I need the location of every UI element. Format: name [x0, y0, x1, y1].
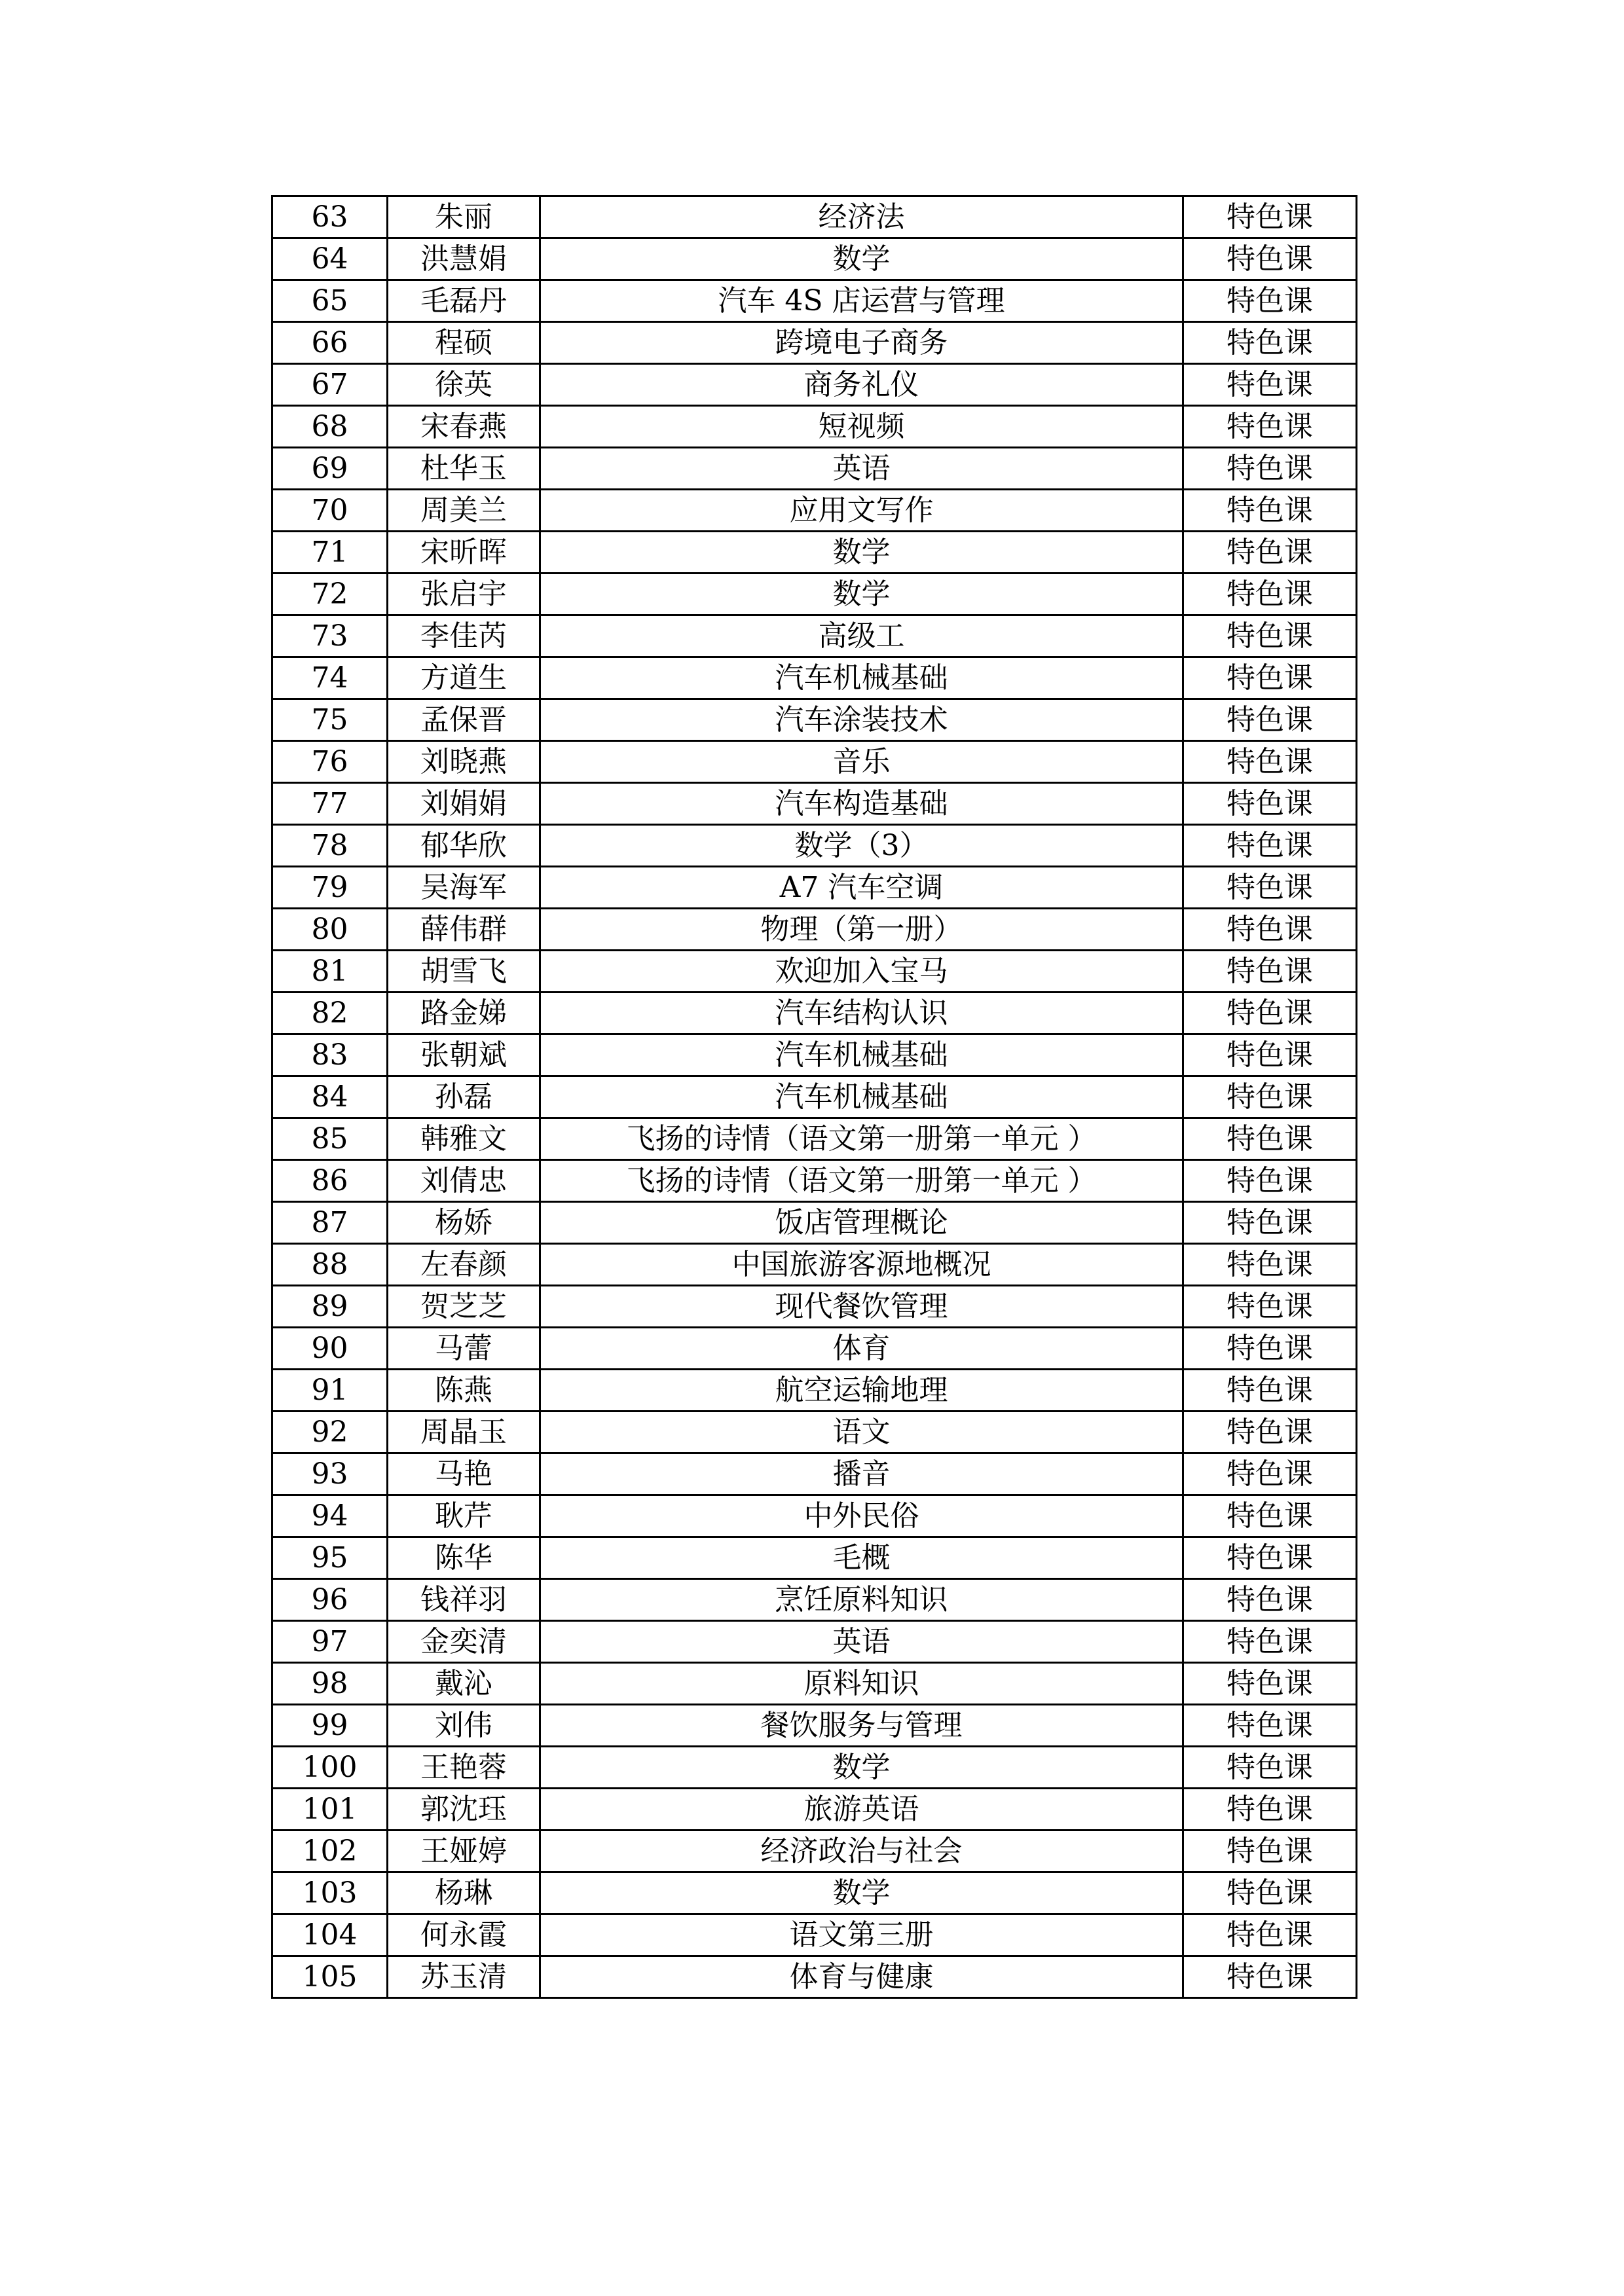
row-number-cell: 99: [272, 1705, 388, 1747]
table-row: [272, 532, 1357, 574]
table-row: [272, 1956, 1357, 1998]
table-row: [272, 1914, 1357, 1956]
teacher-name-cell: 薛伟群: [388, 909, 540, 951]
teacher-name-cell: 左春颜: [388, 1244, 540, 1286]
teacher-name-cell: 程硕: [388, 322, 540, 364]
table-row: [272, 615, 1357, 657]
table-row: [272, 448, 1357, 490]
course-type-cell: 特色课: [1183, 532, 1357, 574]
teacher-name-cell: 戴沁: [388, 1663, 540, 1705]
row-number-cell: 84: [272, 1076, 388, 1118]
row-number-cell: 65: [272, 280, 388, 322]
course-name-cell: 现代餐饮管理: [540, 1286, 1183, 1328]
table-row: [272, 1160, 1357, 1202]
row-number-cell: 79: [272, 867, 388, 909]
row-number-cell: 92: [272, 1412, 388, 1453]
course-name-cell: 飞扬的诗情（语文第一册第一单元 ）: [540, 1118, 1183, 1160]
row-number-cell: 64: [272, 238, 388, 280]
teacher-name-cell: 马蕾: [388, 1328, 540, 1370]
course-name-cell: 数学: [540, 1747, 1183, 1789]
teacher-name-cell: 吴海军: [388, 867, 540, 909]
teacher-name-cell: 马艳: [388, 1453, 540, 1495]
row-number-cell: 78: [272, 825, 388, 867]
course-type-cell: 特色课: [1183, 364, 1357, 406]
table-row: [272, 1328, 1357, 1370]
course-name-cell: 数学: [540, 574, 1183, 615]
teacher-name-cell: 宋春燕: [388, 406, 540, 448]
course-type-cell: 特色课: [1183, 951, 1357, 993]
course-type-cell: 特色课: [1183, 1956, 1357, 1998]
course-name-cell: 语文: [540, 1412, 1183, 1453]
course-type-cell: 特色课: [1183, 1453, 1357, 1495]
table-row: [272, 867, 1357, 909]
table-row: [272, 909, 1357, 951]
course-name-cell: A7 汽车空调: [540, 867, 1183, 909]
teacher-name-cell: 周美兰: [388, 490, 540, 532]
course-type-cell: 特色课: [1183, 574, 1357, 615]
course-type-cell: 特色课: [1183, 238, 1357, 280]
course-name-cell: 中外民俗: [540, 1495, 1183, 1537]
course-name-cell: 航空运输地理: [540, 1370, 1183, 1412]
teacher-name-cell: 金奕清: [388, 1621, 540, 1663]
row-number-cell: 70: [272, 490, 388, 532]
course-name-cell: 应用文写作: [540, 490, 1183, 532]
table-row: [272, 783, 1357, 825]
table-row: [272, 364, 1357, 406]
course-type-cell: 特色课: [1183, 1872, 1357, 1914]
table-row: [272, 825, 1357, 867]
teacher-name-cell: 陈华: [388, 1537, 540, 1579]
teacher-name-cell: 刘晓燕: [388, 741, 540, 783]
teacher-name-cell: 刘娟娟: [388, 783, 540, 825]
teacher-name-cell: 张朝斌: [388, 1034, 540, 1076]
table-row: [272, 1286, 1357, 1328]
table-row: [272, 1370, 1357, 1412]
course-name-cell: 高级工: [540, 615, 1183, 657]
course-name-cell: 经济法: [540, 196, 1183, 238]
teacher-name-cell: 杨娇: [388, 1202, 540, 1244]
row-number-cell: 83: [272, 1034, 388, 1076]
table-row: [272, 322, 1357, 364]
course-type-cell: 特色课: [1183, 406, 1357, 448]
table-row: [272, 1789, 1357, 1831]
row-number-cell: 102: [272, 1831, 388, 1872]
course-type-cell: 特色课: [1183, 1244, 1357, 1286]
course-name-cell: 物理（第一册）: [540, 909, 1183, 951]
course-name-cell: 汽车机械基础: [540, 657, 1183, 699]
row-number-cell: 77: [272, 783, 388, 825]
course-name-cell: 体育: [540, 1328, 1183, 1370]
teacher-name-cell: 徐英: [388, 364, 540, 406]
table-row: [272, 657, 1357, 699]
course-type-cell: 特色课: [1183, 1537, 1357, 1579]
teacher-name-cell: 方道生: [388, 657, 540, 699]
course-name-cell: 汽车结构认识: [540, 993, 1183, 1034]
table-row: [272, 1412, 1357, 1453]
table-row: [272, 1537, 1357, 1579]
teacher-name-cell: 李佳芮: [388, 615, 540, 657]
table-row: [272, 1202, 1357, 1244]
row-number-cell: 98: [272, 1663, 388, 1705]
table-row: [272, 238, 1357, 280]
course-type-cell: 特色课: [1183, 825, 1357, 867]
row-number-cell: 74: [272, 657, 388, 699]
course-type-cell: 特色课: [1183, 490, 1357, 532]
row-number-cell: 85: [272, 1118, 388, 1160]
teacher-name-cell: 韩雅文: [388, 1118, 540, 1160]
row-number-cell: 75: [272, 699, 388, 741]
table-row: [272, 1747, 1357, 1789]
course-name-cell: 饭店管理概论: [540, 1202, 1183, 1244]
course-name-cell: 播音: [540, 1453, 1183, 1495]
teacher-name-cell: 苏玉清: [388, 1956, 540, 1998]
course-type-cell: 特色课: [1183, 1034, 1357, 1076]
table-row: [272, 1244, 1357, 1286]
row-number-cell: 95: [272, 1537, 388, 1579]
course-type-cell: 特色课: [1183, 909, 1357, 951]
row-number-cell: 73: [272, 615, 388, 657]
course-type-cell: 特色课: [1183, 1370, 1357, 1412]
course-name-cell: 体育与健康: [540, 1956, 1183, 1998]
table-row: [272, 741, 1357, 783]
row-number-cell: 81: [272, 951, 388, 993]
teacher-name-cell: 王娅婷: [388, 1831, 540, 1872]
course-type-cell: 特色课: [1183, 1076, 1357, 1118]
course-name-cell: 短视频: [540, 406, 1183, 448]
course-type-cell: 特色课: [1183, 1202, 1357, 1244]
course-name-cell: 商务礼仪: [540, 364, 1183, 406]
row-number-cell: 67: [272, 364, 388, 406]
course-name-cell: 汽车涂装技术: [540, 699, 1183, 741]
course-type-cell: 特色课: [1183, 1328, 1357, 1370]
row-number-cell: 76: [272, 741, 388, 783]
teacher-name-cell: 王艳蓉: [388, 1747, 540, 1789]
row-number-cell: 82: [272, 993, 388, 1034]
course-type-cell: 特色课: [1183, 448, 1357, 490]
table-row: [272, 490, 1357, 532]
table-row: [272, 1076, 1357, 1118]
table-row: [272, 1872, 1357, 1914]
table-row: [272, 1705, 1357, 1747]
course-name-cell: 英语: [540, 448, 1183, 490]
table-row: [272, 1663, 1357, 1705]
row-number-cell: 90: [272, 1328, 388, 1370]
course-name-cell: 欢迎加入宝马: [540, 951, 1183, 993]
row-number-cell: 101: [272, 1789, 388, 1831]
table-row: [272, 993, 1357, 1034]
teacher-name-cell: 钱祥羽: [388, 1579, 540, 1621]
course-type-cell: 特色课: [1183, 741, 1357, 783]
table-row: [272, 1831, 1357, 1872]
course-name-cell: 经济政治与社会: [540, 1831, 1183, 1872]
course-type-cell: 特色课: [1183, 699, 1357, 741]
table-row: [272, 406, 1357, 448]
course-name-cell: 毛概: [540, 1537, 1183, 1579]
row-number-cell: 86: [272, 1160, 388, 1202]
course-type-cell: 特色课: [1183, 1789, 1357, 1831]
teacher-name-cell: 孙磊: [388, 1076, 540, 1118]
table-row: [272, 1118, 1357, 1160]
course-name-cell: 烹饪原料知识: [540, 1579, 1183, 1621]
table-row: [272, 699, 1357, 741]
course-type-cell: 特色课: [1183, 196, 1357, 238]
row-number-cell: 94: [272, 1495, 388, 1537]
course-name-cell: 汽车机械基础: [540, 1076, 1183, 1118]
table-row: [272, 1621, 1357, 1663]
table-row: [272, 1453, 1357, 1495]
course-type-cell: 特色课: [1183, 1705, 1357, 1747]
course-type-cell: 特色课: [1183, 1579, 1357, 1621]
course-name-cell: 语文第三册: [540, 1914, 1183, 1956]
course-type-cell: 特色课: [1183, 615, 1357, 657]
table-row: [272, 1034, 1357, 1076]
course-name-cell: 汽车机械基础: [540, 1034, 1183, 1076]
teacher-name-cell: 张启宇: [388, 574, 540, 615]
course-name-cell: 数学: [540, 532, 1183, 574]
teacher-name-cell: 耿芹: [388, 1495, 540, 1537]
course-name-cell: 汽车构造基础: [540, 783, 1183, 825]
course-name-cell: 数学（3）: [540, 825, 1183, 867]
course-name-cell: 飞扬的诗情（语文第一册第一单元 ）: [540, 1160, 1183, 1202]
course-type-cell: 特色课: [1183, 867, 1357, 909]
row-number-cell: 72: [272, 574, 388, 615]
course-type-cell: 特色课: [1183, 1412, 1357, 1453]
row-number-cell: 71: [272, 532, 388, 574]
teacher-name-cell: 朱丽: [388, 196, 540, 238]
teacher-name-cell: 刘伟: [388, 1705, 540, 1747]
teacher-name-cell: 周晶玉: [388, 1412, 540, 1453]
course-type-cell: 特色课: [1183, 1286, 1357, 1328]
teacher-name-cell: 刘倩忠: [388, 1160, 540, 1202]
course-type-cell: 特色课: [1183, 322, 1357, 364]
row-number-cell: 100: [272, 1747, 388, 1789]
row-number-cell: 105: [272, 1956, 388, 1998]
teacher-name-cell: 洪慧娟: [388, 238, 540, 280]
teacher-name-cell: 何永霞: [388, 1914, 540, 1956]
teacher-name-cell: 杨琳: [388, 1872, 540, 1914]
table-row: [272, 1495, 1357, 1537]
course-name-cell: 餐饮服务与管理: [540, 1705, 1183, 1747]
table-row: [272, 196, 1357, 238]
course-name-cell: 音乐: [540, 741, 1183, 783]
course-type-cell: 特色课: [1183, 1160, 1357, 1202]
teacher-name-cell: 陈燕: [388, 1370, 540, 1412]
row-number-cell: 96: [272, 1579, 388, 1621]
course-name-cell: 汽车 4S 店运营与管理: [540, 280, 1183, 322]
teacher-name-cell: 孟保晋: [388, 699, 540, 741]
course-type-cell: 特色课: [1183, 1914, 1357, 1956]
teacher-name-cell: 郁华欣: [388, 825, 540, 867]
teacher-name-cell: 胡雪飞: [388, 951, 540, 993]
course-name-cell: 跨境电子商务: [540, 322, 1183, 364]
course-type-cell: 特色课: [1183, 1621, 1357, 1663]
course-name-cell: 旅游英语: [540, 1789, 1183, 1831]
row-number-cell: 69: [272, 448, 388, 490]
course-name-cell: 数学: [540, 1872, 1183, 1914]
table-row: [272, 1579, 1357, 1621]
teacher-name-cell: 毛磊丹: [388, 280, 540, 322]
course-table: [271, 195, 1357, 1999]
course-type-cell: 特色课: [1183, 1495, 1357, 1537]
course-name-cell: 英语: [540, 1621, 1183, 1663]
teacher-name-cell: 贺芝芝: [388, 1286, 540, 1328]
table-row: [272, 951, 1357, 993]
course-type-cell: 特色课: [1183, 993, 1357, 1034]
course-type-cell: 特色课: [1183, 783, 1357, 825]
row-number-cell: 89: [272, 1286, 388, 1328]
course-type-cell: 特色课: [1183, 280, 1357, 322]
row-number-cell: 87: [272, 1202, 388, 1244]
course-type-cell: 特色课: [1183, 1663, 1357, 1705]
row-number-cell: 93: [272, 1453, 388, 1495]
course-type-cell: 特色课: [1183, 657, 1357, 699]
table-row: [272, 280, 1357, 322]
row-number-cell: 88: [272, 1244, 388, 1286]
teacher-name-cell: 路金娣: [388, 993, 540, 1034]
row-number-cell: 104: [272, 1914, 388, 1956]
teacher-name-cell: 宋昕晖: [388, 532, 540, 574]
row-number-cell: 97: [272, 1621, 388, 1663]
course-name-cell: 原料知识: [540, 1663, 1183, 1705]
teacher-name-cell: 郭沈珏: [388, 1789, 540, 1831]
course-table-body: [272, 196, 1357, 1998]
row-number-cell: 66: [272, 322, 388, 364]
course-type-cell: 特色课: [1183, 1118, 1357, 1160]
teacher-name-cell: 杜华玉: [388, 448, 540, 490]
table-row: [272, 574, 1357, 615]
course-name-cell: 中国旅游客源地概况: [540, 1244, 1183, 1286]
row-number-cell: 91: [272, 1370, 388, 1412]
row-number-cell: 103: [272, 1872, 388, 1914]
course-type-cell: 特色课: [1183, 1747, 1357, 1789]
row-number-cell: 80: [272, 909, 388, 951]
row-number-cell: 63: [272, 196, 388, 238]
course-type-cell: 特色课: [1183, 1831, 1357, 1872]
course-name-cell: 数学: [540, 238, 1183, 280]
row-number-cell: 68: [272, 406, 388, 448]
